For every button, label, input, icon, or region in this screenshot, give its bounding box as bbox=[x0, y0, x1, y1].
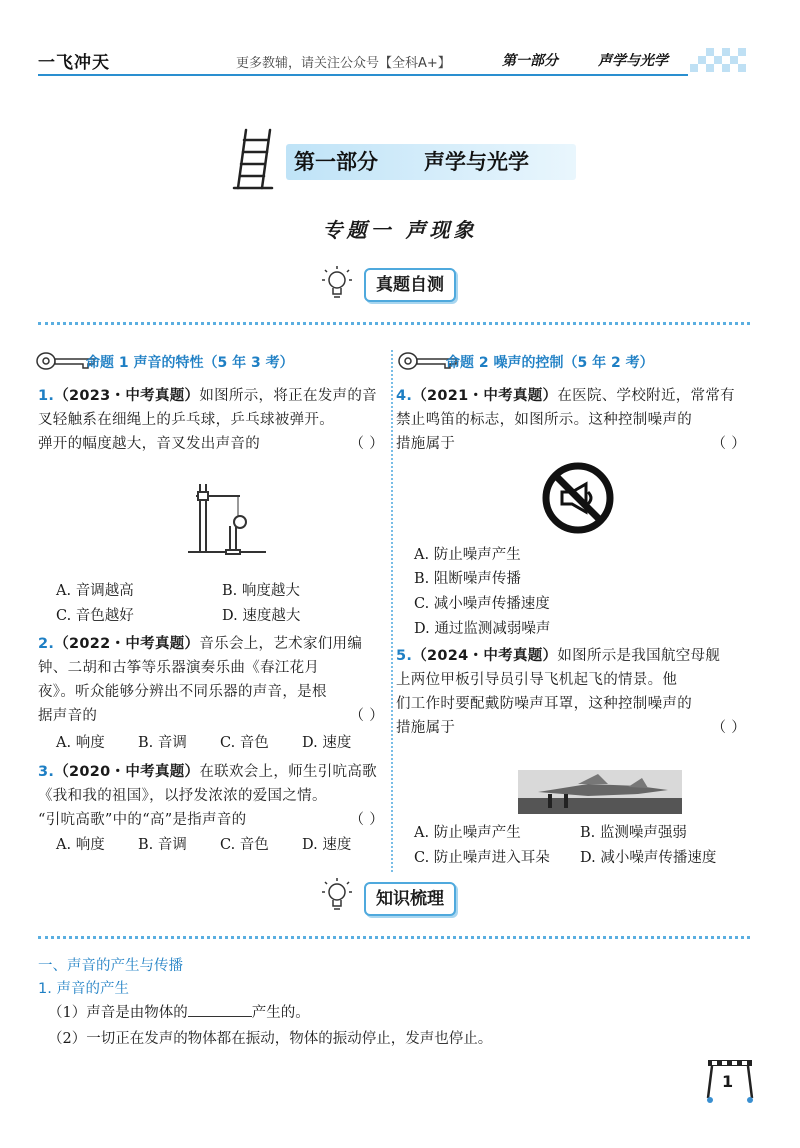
answer-paren: （ ） bbox=[711, 720, 746, 736]
question-number: 5. bbox=[396, 648, 413, 664]
header-note: 更多教辅，请关注公众号【全科A+】 bbox=[236, 56, 451, 71]
option: C. 音色 bbox=[220, 837, 269, 853]
column-divider bbox=[391, 350, 393, 872]
knowledge-line bbox=[48, 1002, 310, 1024]
checker-decoration-icon bbox=[690, 44, 750, 78]
question-tag: （2021・中考真题） bbox=[412, 388, 558, 404]
part-title: 第一部分 bbox=[294, 150, 378, 174]
knowledge-heading: 一、声音的产生与传播 bbox=[38, 958, 183, 974]
header-rule bbox=[38, 74, 688, 76]
question-3 bbox=[38, 760, 384, 832]
option: C. 音色越好 bbox=[56, 608, 134, 624]
answer-paren: （ ） bbox=[349, 812, 384, 828]
option: D. 通过监测减弱噪声 bbox=[414, 621, 551, 637]
option: A. 音调越高 bbox=[56, 583, 134, 599]
answer-paren: （ ） bbox=[349, 708, 384, 724]
topic-heading: 专题一 声现象 bbox=[322, 218, 478, 242]
ladder-icon bbox=[232, 126, 280, 192]
question-4 bbox=[396, 384, 746, 456]
option: B. 音调 bbox=[138, 837, 187, 853]
option: D. 速度 bbox=[302, 735, 352, 751]
question-tag: （2023・中考真题） bbox=[54, 388, 200, 404]
question-text: 们工作时要配戴防噪声耳罩，这种控制噪声的 bbox=[396, 696, 692, 712]
option: B. 监测噪声强弱 bbox=[580, 825, 687, 841]
question-number: 2. bbox=[38, 636, 55, 652]
answer-paren: （ ） bbox=[711, 436, 746, 452]
question-number: 3. bbox=[38, 764, 55, 780]
question-text: “引吭高歌”中的“高”是指声音的 bbox=[38, 812, 247, 828]
knowledge-text: （1）声音是由物体的 bbox=[48, 1005, 188, 1021]
question-text: 在医院、学校附近，常常有 bbox=[557, 388, 735, 404]
option: D. 速度 bbox=[302, 837, 352, 853]
dotted-divider bbox=[38, 936, 750, 939]
section-badge-self-test: 真题自测 bbox=[364, 268, 456, 302]
header-part: 第一部分 bbox=[502, 53, 558, 69]
no-horn-sign-icon bbox=[542, 462, 614, 534]
question-text: 夜》。听众能够分辨出不同乐器的声音，是根 bbox=[38, 684, 327, 700]
lightbulb-icon bbox=[320, 876, 354, 916]
option: B. 阻断噪声传播 bbox=[414, 571, 521, 587]
question-text: 叉轻触系在细绳上的乒乓球，乒乓球被弹开。 bbox=[38, 412, 334, 428]
question-tag: （2022・中考真题） bbox=[54, 636, 200, 652]
question-text: 措施属于 bbox=[396, 720, 456, 736]
question-text: 钟、二胡和古筝等乐器演奏乐曲《春江花月 bbox=[38, 660, 320, 676]
option: C. 防止噪声进入耳朵 bbox=[414, 850, 550, 866]
question-text: 在联欢会上，师生引吭高歌 bbox=[199, 764, 377, 780]
question-number: 1. bbox=[38, 388, 55, 404]
lightbulb-icon bbox=[320, 264, 354, 304]
option: D. 减小噪声传播速度 bbox=[580, 850, 717, 866]
question-text: 《我和我的祖国》，以抒发浓浓的爱国之情。 bbox=[38, 788, 327, 804]
knowledge-text: 产生的。 bbox=[251, 1005, 310, 1021]
option: B. 响度越大 bbox=[222, 583, 300, 599]
header-topic: 声学与光学 bbox=[598, 53, 668, 69]
question-2 bbox=[38, 632, 384, 728]
tuning-fork-figure bbox=[180, 466, 270, 560]
option: C. 减小噪声传播速度 bbox=[414, 596, 550, 612]
section-badge-knowledge: 知识梳理 bbox=[364, 882, 456, 916]
knowledge-item bbox=[38, 978, 129, 1000]
question-text: 如图所示是我国航空母舰 bbox=[557, 648, 721, 664]
question-text: 如图所示，将正在发声的音 bbox=[199, 388, 377, 404]
option: B. 音调 bbox=[138, 735, 187, 751]
brand-logo: 一飞冲天 bbox=[38, 53, 110, 73]
aircraft-carrier-photo bbox=[518, 770, 682, 814]
option: A. 防止噪声产生 bbox=[414, 547, 521, 563]
option: C. 音色 bbox=[220, 735, 269, 751]
answer-paren: （ ） bbox=[349, 436, 384, 452]
part-name: 声学与光学 bbox=[424, 150, 529, 174]
question-text: 弹开的幅度越大，音叉发出声音的 bbox=[38, 436, 260, 452]
question-text: 禁止鸣笛的标志，如图所示。这种控制噪声的 bbox=[396, 412, 692, 428]
question-5 bbox=[396, 644, 746, 740]
knowledge-line: （2）一切正在发声的物体都在振动，物体的振动停止，发声也停止。 bbox=[48, 1031, 493, 1047]
question-text: 音乐会上，艺术家们用编 bbox=[199, 636, 363, 652]
option: A. 响度 bbox=[56, 735, 105, 751]
option: A. 防止噪声产生 bbox=[414, 825, 521, 841]
question-1 bbox=[38, 384, 384, 456]
question-tag: （2020・中考真题） bbox=[54, 764, 200, 780]
page-number: 1 bbox=[722, 1072, 734, 1091]
knowledge-item-label: 1. 声音的产生 bbox=[38, 981, 129, 997]
proposition-1-label: 命题 1 声音的特性（5 年 3 考） bbox=[86, 355, 294, 371]
dotted-divider bbox=[38, 322, 750, 325]
question-number: 4. bbox=[396, 388, 413, 404]
question-text: 上两位甲板引导员引导飞机起飞的情景。他 bbox=[396, 672, 678, 688]
fill-in-blank[interactable] bbox=[188, 1003, 252, 1017]
proposition-2-label: 命题 2 噪声的控制（5 年 2 考） bbox=[446, 355, 654, 371]
option: A. 响度 bbox=[56, 837, 105, 853]
option: D. 速度越大 bbox=[222, 608, 301, 624]
question-tag: （2024・中考真题） bbox=[412, 648, 558, 664]
question-text: 措施属于 bbox=[396, 436, 456, 452]
question-text: 据声音的 bbox=[38, 708, 98, 724]
